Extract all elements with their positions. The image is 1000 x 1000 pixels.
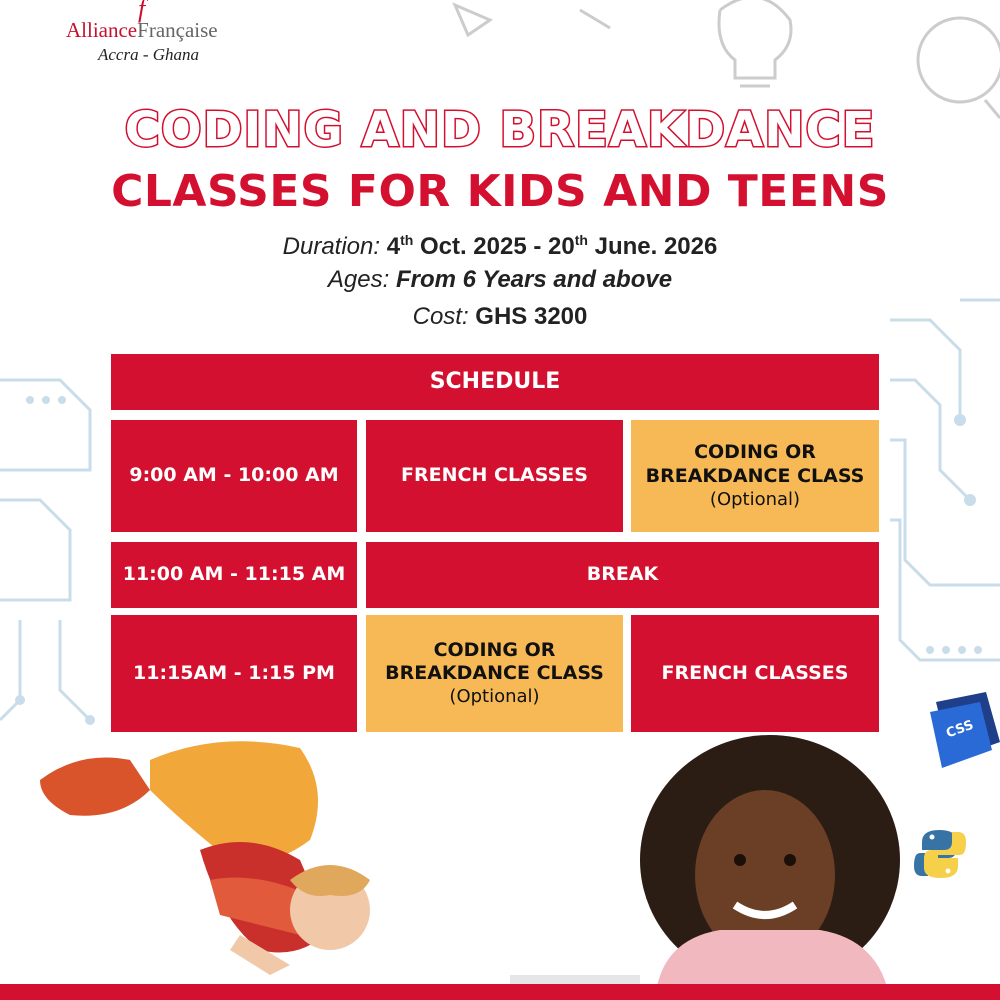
schedule-heading: SCHEDULE <box>111 354 879 410</box>
schedule-row1-slot1: FRENCH CLASSES <box>366 420 623 532</box>
schedule-row2-time: 11:00 AM - 11:15 AM <box>111 542 357 608</box>
title-line1: CODING AND BREAKDANCE <box>124 102 876 158</box>
bottom-red-bar <box>0 984 1000 1000</box>
logo-location: Accra - Ghana <box>98 45 200 64</box>
schedule-row3-time: 11:15AM - 1:15 PM <box>111 615 357 732</box>
schedule-row3-slot2: FRENCH CLASSES <box>631 615 879 732</box>
logo-name-part2: Française <box>137 18 218 42</box>
duration-line <box>0 232 1000 261</box>
logo-mark-icon: f <box>138 0 146 23</box>
schedule-row1-time: 9:00 AM - 10:00 AM <box>111 420 357 532</box>
logo-name-part1: Alliance <box>66 18 138 42</box>
schedule-row1-slot2: CODING OR BREAKDANCE CLASS (Optional) <box>631 420 879 532</box>
duration-value: 4th Oct. 2025 - 20th June. 2026 <box>386 232 718 260</box>
css-badge-label: CSS <box>944 717 976 742</box>
cost-line <box>0 303 1000 331</box>
title-line2: CLASSES FOR KIDS AND TEENS <box>111 166 889 217</box>
alliance-francaise-logo <box>60 0 280 70</box>
schedule-row3-slot1: CODING OR BREAKDANCE CLASS (Optional) <box>366 615 623 732</box>
schedule-row2-break: BREAK <box>366 542 879 608</box>
ages-value: From 6 Years and above <box>395 266 673 293</box>
ages-label: Ages: <box>327 266 390 293</box>
optional-note: (Optional) <box>709 488 801 510</box>
python-logo-icon <box>912 826 968 882</box>
doodle-icons <box>455 0 1000 118</box>
ages-line <box>0 266 1000 294</box>
cost-label: Cost: <box>412 303 469 330</box>
duration-label: Duration: <box>282 233 381 260</box>
logo-name <box>66 18 218 43</box>
optional-note: (Optional) <box>449 686 540 707</box>
cost-value: GHS 3200 <box>475 303 588 330</box>
